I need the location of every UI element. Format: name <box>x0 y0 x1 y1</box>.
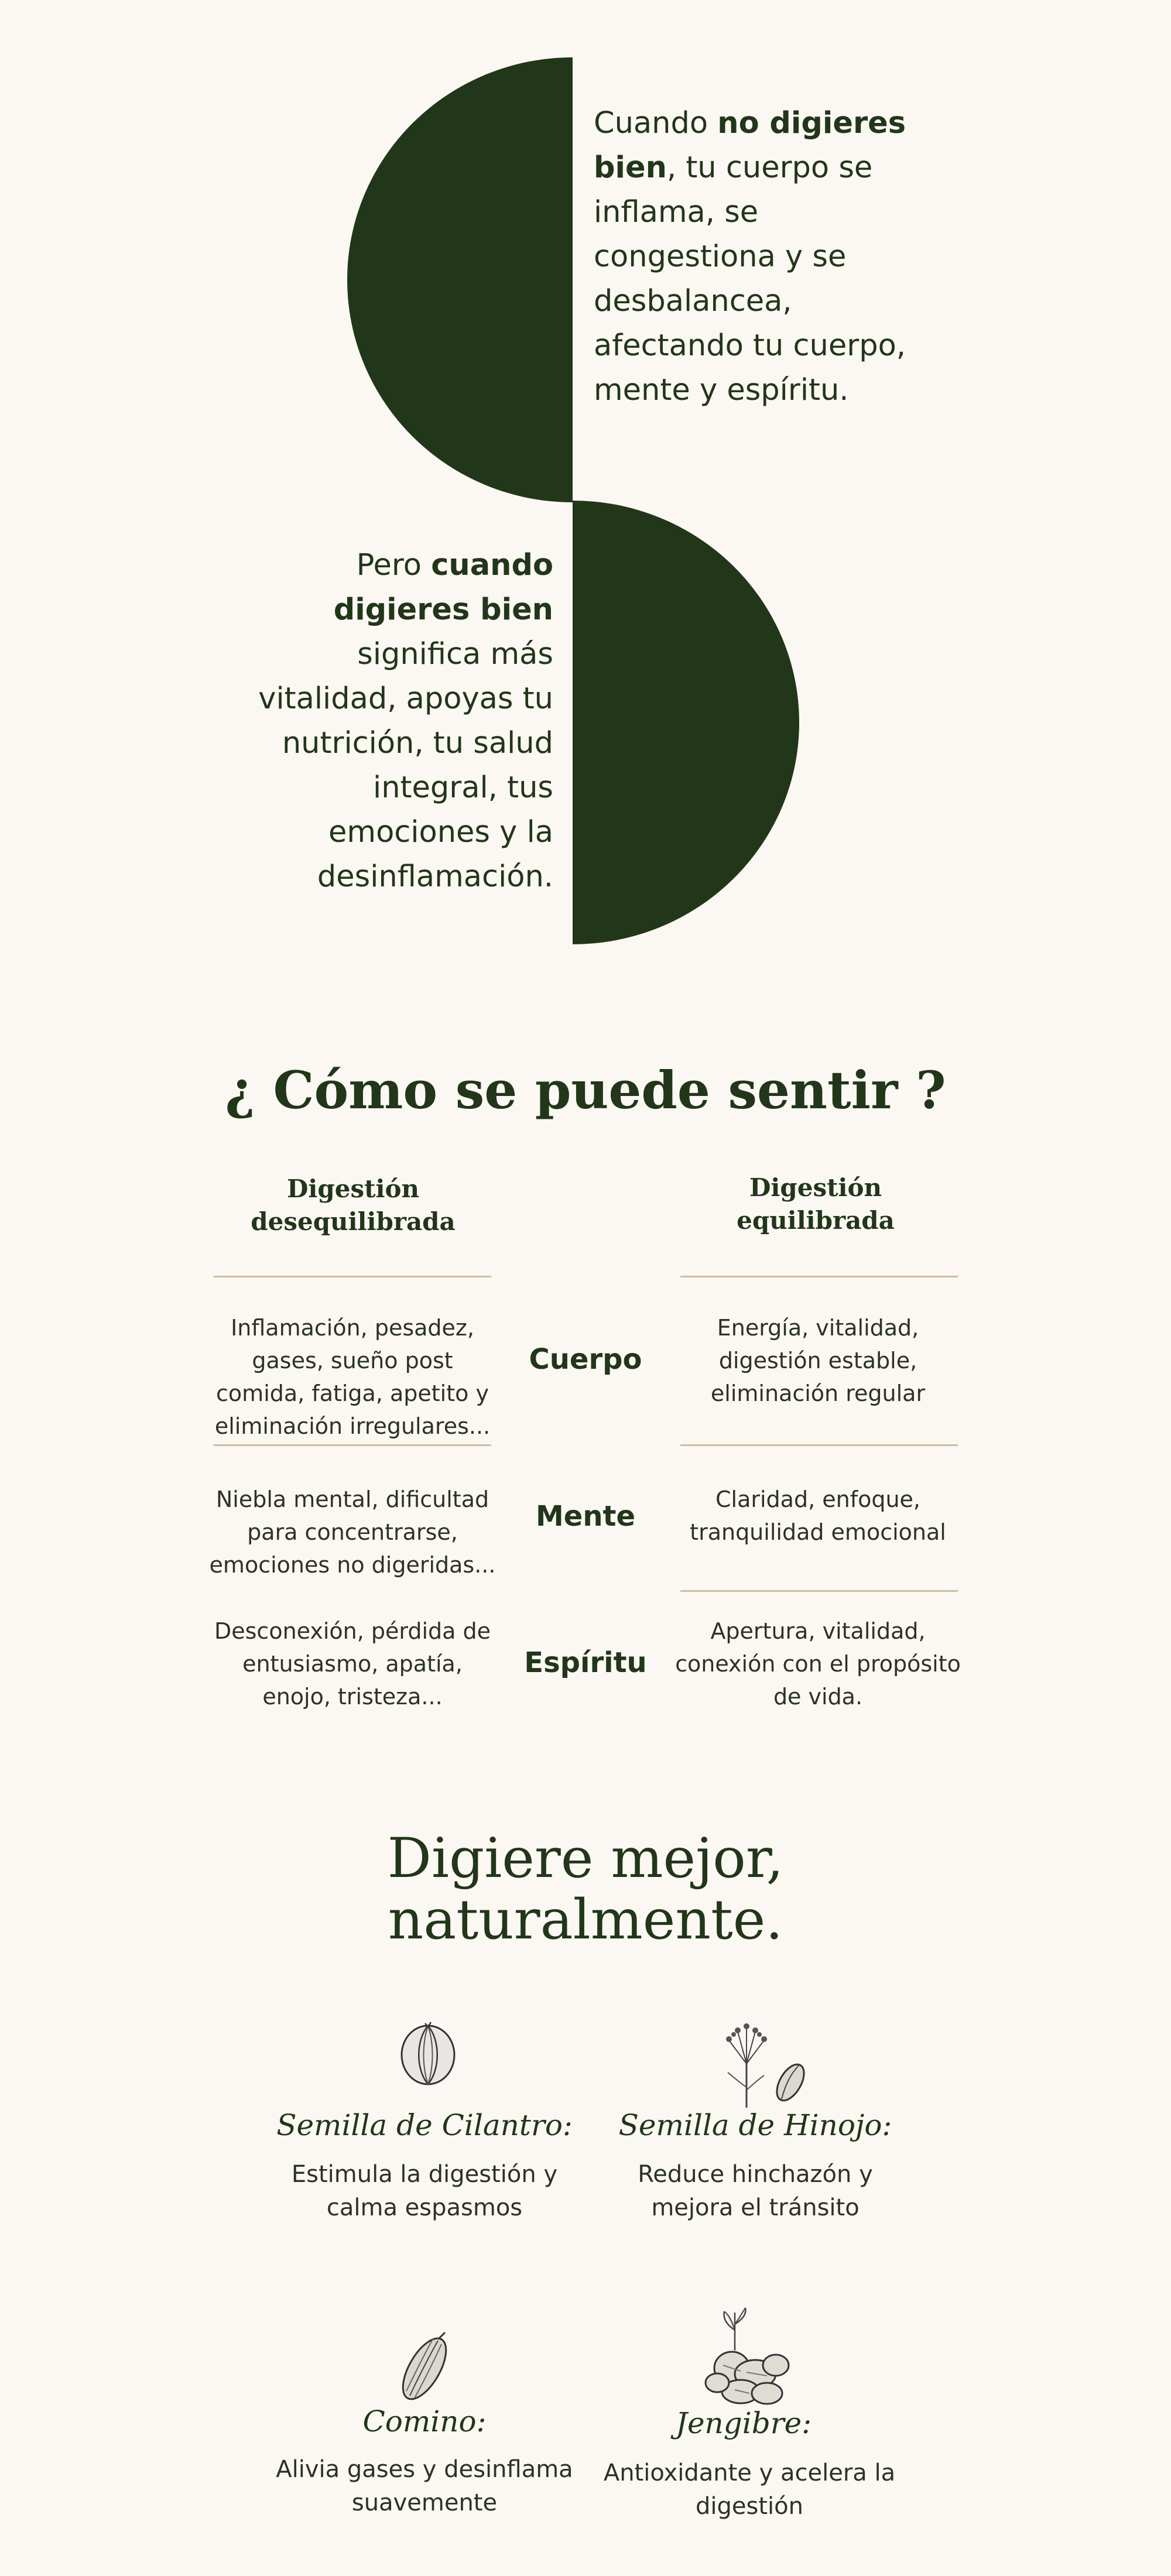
ingredient-name-fennel: Semilla de Hinojo: <box>618 2108 892 2142</box>
ingredients-heading-line2: naturalmente. <box>388 1888 783 1952</box>
intro-text-digesting-well: Pero cuando digieres bien significa más vitalidad, apoyas tu nutrición, tu salud integral, tus emociones y la desinflamación. <box>258 548 553 894</box>
left-divider-top <box>214 1276 491 1277</box>
row-body-right: Energía, vitalidad, digestión estable, eliminación regular <box>710 1315 926 1406</box>
ingredient-desc-coriander: Estimula la digestión y calma espasmos <box>291 2161 558 2221</box>
ingredient-name-ginger: Jengibre: <box>675 2406 812 2440</box>
right-column-header: Digestión equilibrada <box>737 1173 895 1235</box>
fennel-icon <box>717 2017 811 2111</box>
row-spirit-left: Desconexión, pérdida de entusiasmo, apatía, enojo, tristeza... <box>214 1618 491 1710</box>
bottom-half-circle <box>573 501 799 944</box>
intro-text-not-digesting: Cuando no digieres bien, tu cuerpo se inflama, se congestiona y se desbalancea, afectando tu cuerpo, mente y espíritu. <box>594 106 906 407</box>
row-spirit-label: Espíritu <box>524 1646 647 1679</box>
right-divider-top <box>680 1276 958 1277</box>
ingredient-desc-cumin: Alivia gases y desinflama suavemente <box>276 2456 573 2516</box>
left-column-header: Digestión desequilibrada <box>251 1174 456 1236</box>
cumin-seed-icon <box>392 2330 457 2406</box>
comparison-title: ¿ Cómo se puede sentir ? <box>225 1060 946 1121</box>
top-half-circle <box>347 57 573 502</box>
row-mind-label: Mente <box>536 1500 635 1533</box>
ingredient-name-coriander: Semilla de Cilantro: <box>276 2108 573 2142</box>
ingredients-heading-line1: Digiere mejor, <box>387 1827 784 1890</box>
ingredient-name-cumin: Comino: <box>362 2404 487 2438</box>
ginger-icon <box>700 2307 799 2409</box>
row-body-label: Cuerpo <box>529 1343 642 1376</box>
row-spirit-right: Apertura, vitalidad, conexión con el propósito de vida. <box>675 1618 961 1710</box>
ingredient-desc-fennel: Reduce hinchazón y mejora el tránsito <box>638 2161 873 2221</box>
row-mind-right: Claridad, enfoque, tranquilidad emocional <box>690 1486 946 1545</box>
left-divider-mid <box>214 1444 491 1446</box>
right-divider-mid <box>680 1444 958 1446</box>
right-divider-bottom <box>680 1590 958 1592</box>
ingredient-desc-ginger: Antioxidante y acelera la digestión <box>603 2459 896 2520</box>
row-mind-left: Niebla mental, dificultad para concentrarse, emociones no digeridas... <box>209 1486 496 1578</box>
coriander-seed-icon <box>398 2020 458 2089</box>
row-body-left: Inflamación, pesadez, gases, sueño post comida, fatiga, apetito y eliminación irregulares... <box>214 1315 491 1439</box>
